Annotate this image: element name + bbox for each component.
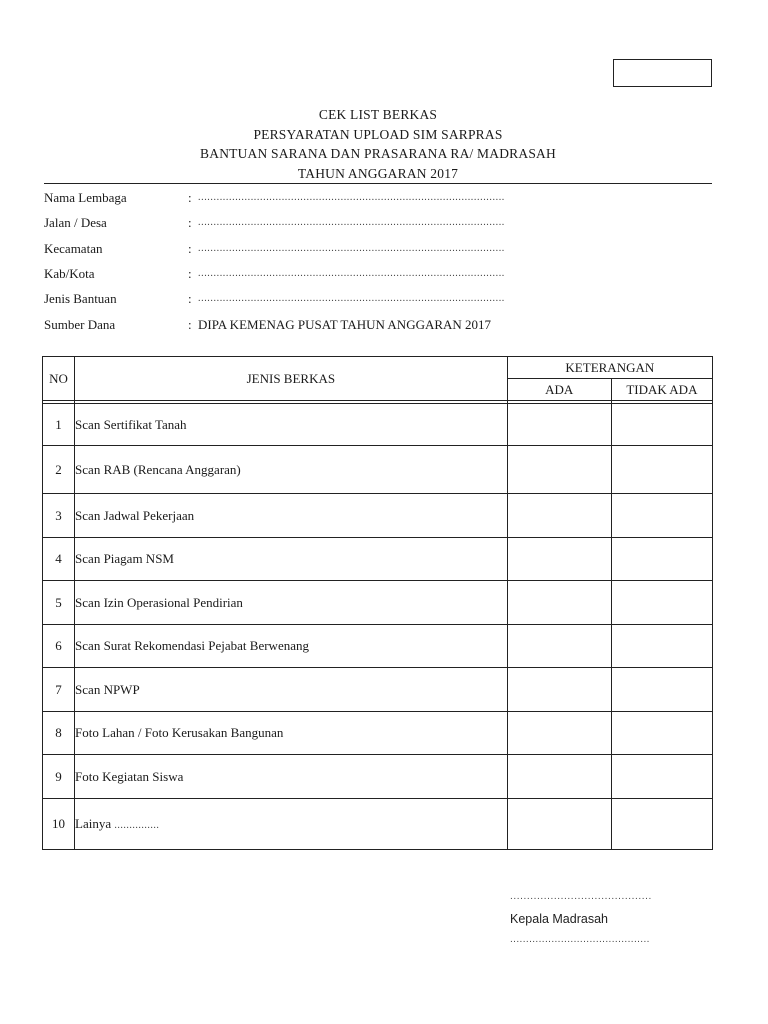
row-no: 2: [43, 446, 75, 494]
field-colon: :: [188, 241, 192, 256]
title-divider: [44, 183, 712, 184]
field-colon: :: [188, 291, 192, 306]
header-jenis-berkas: JENIS BERKAS: [75, 357, 508, 401]
header-keterangan: KETERANGAN: [507, 357, 712, 379]
header-ada: ADA: [507, 379, 611, 401]
row-jenis-berkas: Scan RAB (Rencana Anggaran): [75, 446, 508, 494]
field-colon: :: [188, 317, 192, 332]
check-cell-tidak-ada[interactable]: [611, 668, 712, 712]
header-no: NO: [43, 357, 75, 401]
row-no: 9: [43, 755, 75, 799]
row-no: 4: [43, 538, 75, 581]
row-no: 5: [43, 581, 75, 625]
table-row: [43, 581, 713, 625]
field-colon: :: [188, 215, 192, 230]
row-jenis-berkas: Scan Surat Rekomendasi Pejabat Berwenang: [75, 625, 508, 668]
row-no: 6: [43, 625, 75, 668]
check-cell-tidak-ada[interactable]: [611, 581, 712, 625]
field-label: Kecamatan: [44, 241, 103, 256]
check-cell-ada[interactable]: [507, 538, 611, 581]
row-jenis-berkas: Scan NPWP: [75, 668, 508, 712]
field-colon: :: [188, 266, 192, 281]
field-label: Nama Lembaga: [44, 190, 127, 205]
field-label: Jalan / Desa: [44, 215, 107, 230]
check-cell-tidak-ada[interactable]: [611, 404, 712, 446]
row-no: 10: [43, 799, 75, 850]
signature-title: Kepala Madrasah: [510, 912, 608, 926]
check-cell-ada[interactable]: [507, 799, 611, 850]
table-row: [43, 538, 713, 581]
row-jenis-berkas: Foto Lahan / Foto Kerusakan Bangunan: [75, 712, 508, 755]
check-cell-ada[interactable]: [507, 755, 611, 799]
field-label: Sumber Dana: [44, 317, 116, 332]
field-value-blank: ...................................................................................................: [198, 243, 505, 254]
row-jenis-berkas: Scan Izin Operasional Pendirian: [75, 581, 508, 625]
field-label: Kab/Kota: [44, 266, 95, 281]
check-cell-ada[interactable]: [507, 446, 611, 494]
table-row: [43, 712, 713, 755]
row-no: 1: [43, 404, 75, 446]
row-jenis-berkas: Scan Jadwal Pekerjaan: [75, 494, 508, 538]
check-cell-tidak-ada[interactable]: [611, 799, 712, 850]
field-label: Jenis Bantuan: [44, 291, 117, 306]
check-cell-tidak-ada[interactable]: [611, 755, 712, 799]
table-row: [43, 446, 713, 494]
table-row: [43, 668, 713, 712]
field-value-blank: ...................................................................................................: [198, 192, 505, 203]
document-code-box: [613, 59, 712, 87]
field-colon: :: [188, 190, 192, 205]
title-line-1: CEK LIST BERKAS: [318, 107, 438, 122]
signature-block: [510, 890, 700, 947]
field-kab-kota: [44, 264, 724, 284]
signature-name: ............................................: [510, 934, 650, 945]
table-row: [43, 799, 713, 850]
row-jenis-blank: ...............: [114, 820, 160, 831]
checklist-table: [42, 356, 713, 850]
table-row: [43, 755, 713, 799]
check-cell-tidak-ada[interactable]: [611, 494, 712, 538]
check-cell-ada[interactable]: [507, 625, 611, 668]
field-jenis-bantuan: [44, 289, 724, 309]
row-jenis-berkas: Foto Kegiatan Siswa: [75, 755, 508, 799]
title-line-4: TAHUN ANGGARAN 2017: [297, 165, 459, 181]
check-cell-ada[interactable]: [507, 712, 611, 755]
check-cell-tidak-ada[interactable]: [611, 446, 712, 494]
row-jenis-label: Lainya: [75, 816, 112, 831]
table-row: [43, 404, 713, 446]
check-cell-ada[interactable]: [507, 668, 611, 712]
check-cell-tidak-ada[interactable]: [611, 538, 712, 581]
document-title: [44, 105, 712, 183]
row-jenis-berkas: Scan Sertifikat Tanah: [75, 404, 508, 446]
field-value-blank: ...................................................................................................: [198, 217, 505, 228]
field-sumber-dana: [44, 315, 724, 335]
check-cell-ada[interactable]: [507, 494, 611, 538]
table-header-row: [43, 357, 713, 379]
row-no: 3: [43, 494, 75, 538]
check-cell-ada[interactable]: [507, 581, 611, 625]
row-jenis-berkas: Scan Piagam NSM: [75, 538, 508, 581]
field-kecamatan: [44, 239, 724, 259]
field-value-sumber-dana: DIPA KEMENAG PUSAT TAHUN ANGGARAN 2017: [198, 317, 492, 332]
check-cell-ada[interactable]: [507, 404, 611, 446]
signature-place-date: ..........................................: [510, 891, 652, 902]
title-line-2: PERSYARATAN UPLOAD SIM SARPRAS: [253, 126, 503, 142]
header-tidak-ada: TIDAK ADA: [611, 379, 712, 401]
table-row: [43, 625, 713, 668]
table-row: [43, 494, 713, 538]
check-cell-tidak-ada[interactable]: [611, 625, 712, 668]
field-nama-lembaga: [44, 188, 724, 208]
field-value-blank: ...................................................................................................: [198, 293, 505, 304]
check-cell-tidak-ada[interactable]: [611, 712, 712, 755]
field-value-blank: ...................................................................................................: [198, 268, 505, 279]
field-jalan-desa: [44, 213, 724, 233]
row-jenis-berkas: [75, 799, 508, 850]
row-no: 8: [43, 712, 75, 755]
title-line-3: BANTUAN SARANA DAN PRASARANA RA/ MADRASAH: [200, 146, 556, 161]
row-no: 7: [43, 668, 75, 712]
